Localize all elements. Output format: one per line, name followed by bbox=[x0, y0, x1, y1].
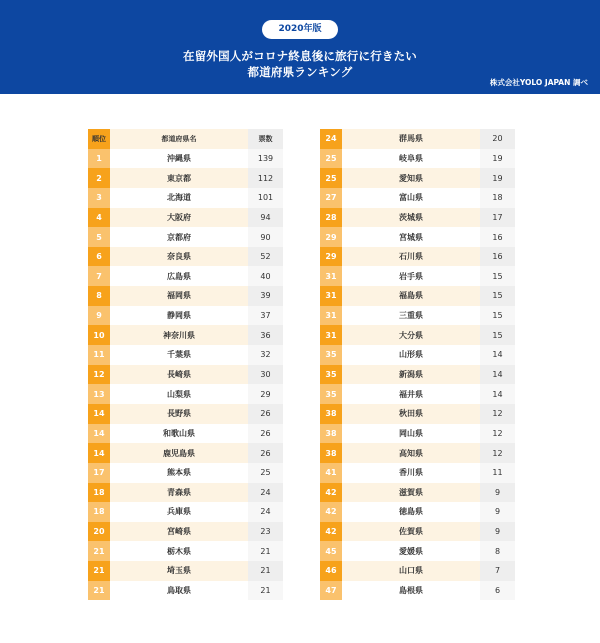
cell-votes: 15 bbox=[480, 286, 515, 306]
cell-rank: 6 bbox=[88, 247, 110, 267]
cell-rank: 12 bbox=[88, 365, 110, 385]
cell-prefecture: 愛知県 bbox=[342, 168, 480, 188]
table-row bbox=[320, 463, 515, 483]
cell-votes: 11 bbox=[480, 463, 515, 483]
cell-votes: 90 bbox=[248, 227, 283, 247]
cell-prefecture: 福岡県 bbox=[110, 286, 248, 306]
cell-prefecture: 沖縄県 bbox=[110, 149, 248, 169]
cell-prefecture: 大分県 bbox=[342, 325, 480, 345]
cell-prefecture: 青森県 bbox=[110, 483, 248, 503]
year-badge: 2020年版 bbox=[262, 20, 338, 39]
cell-votes: 23 bbox=[248, 522, 283, 542]
cell-votes: 16 bbox=[480, 247, 515, 267]
cell-votes: 19 bbox=[480, 149, 515, 169]
cell-votes: 7 bbox=[480, 561, 515, 581]
cell-rank: 31 bbox=[320, 325, 342, 345]
header-banner bbox=[0, 0, 600, 94]
cell-votes: 101 bbox=[248, 188, 283, 208]
cell-rank: 25 bbox=[320, 149, 342, 169]
cell-prefecture: 秋田県 bbox=[342, 404, 480, 424]
cell-rank: 3 bbox=[88, 188, 110, 208]
cell-rank: 41 bbox=[320, 463, 342, 483]
cell-rank: 38 bbox=[320, 404, 342, 424]
table-row bbox=[88, 227, 283, 247]
table-row bbox=[320, 424, 515, 444]
cell-prefecture: 和歌山県 bbox=[110, 424, 248, 444]
cell-prefecture: 長崎県 bbox=[110, 365, 248, 385]
cell-votes: 40 bbox=[248, 266, 283, 286]
cell-prefecture: 福井県 bbox=[342, 384, 480, 404]
title-line-1: 在留外国人がコロナ終息後に旅行に行きたい bbox=[183, 49, 417, 63]
table-row bbox=[88, 188, 283, 208]
cell-prefecture: 山口県 bbox=[342, 561, 480, 581]
table-row bbox=[320, 483, 515, 503]
cell-prefecture: 宮城県 bbox=[342, 227, 480, 247]
cell-prefecture: 奈良県 bbox=[110, 247, 248, 267]
cell-rank: 18 bbox=[88, 483, 110, 503]
cell-prefecture: 群馬県 bbox=[342, 129, 480, 149]
cell-prefecture: 石川県 bbox=[342, 247, 480, 267]
cell-votes: 26 bbox=[248, 443, 283, 463]
cell-rank: 11 bbox=[88, 345, 110, 365]
cell-prefecture: 富山県 bbox=[342, 188, 480, 208]
cell-votes: 8 bbox=[480, 541, 515, 561]
ranking-table-left bbox=[88, 129, 283, 600]
table-row bbox=[88, 306, 283, 326]
table-row bbox=[320, 325, 515, 345]
cell-votes: 112 bbox=[248, 168, 283, 188]
table-row bbox=[88, 561, 283, 581]
cell-votes: 6 bbox=[480, 581, 515, 601]
cell-votes: 20 bbox=[480, 129, 515, 149]
cell-rank: 28 bbox=[320, 208, 342, 228]
cell-prefecture: 高知県 bbox=[342, 443, 480, 463]
cell-votes: 26 bbox=[248, 424, 283, 444]
table-row bbox=[320, 208, 515, 228]
cell-votes: 37 bbox=[248, 306, 283, 326]
cell-votes: 14 bbox=[480, 365, 515, 385]
cell-rank: 20 bbox=[88, 522, 110, 542]
cell-votes: 36 bbox=[248, 325, 283, 345]
cell-votes: 25 bbox=[248, 463, 283, 483]
table-row bbox=[320, 188, 515, 208]
cell-rank: 9 bbox=[88, 306, 110, 326]
table-row bbox=[320, 443, 515, 463]
table-header-row bbox=[88, 129, 283, 149]
cell-rank: 45 bbox=[320, 541, 342, 561]
table-row bbox=[320, 384, 515, 404]
cell-prefecture: 島根県 bbox=[342, 581, 480, 601]
table-row bbox=[320, 404, 515, 424]
table-row bbox=[320, 541, 515, 561]
cell-prefecture: 静岡県 bbox=[110, 306, 248, 326]
cell-rank: 35 bbox=[320, 365, 342, 385]
cell-votes: 21 bbox=[248, 581, 283, 601]
cell-votes: 21 bbox=[248, 541, 283, 561]
cell-votes: 16 bbox=[480, 227, 515, 247]
cell-rank: 1 bbox=[88, 149, 110, 169]
cell-rank: 21 bbox=[88, 561, 110, 581]
cell-votes: 19 bbox=[480, 168, 515, 188]
cell-prefecture: 北海道 bbox=[110, 188, 248, 208]
table-row bbox=[320, 345, 515, 365]
cell-prefecture: 京都府 bbox=[110, 227, 248, 247]
table-row bbox=[88, 168, 283, 188]
table-row bbox=[320, 365, 515, 385]
cell-votes: 18 bbox=[480, 188, 515, 208]
cell-rank: 42 bbox=[320, 522, 342, 542]
cell-votes: 9 bbox=[480, 502, 515, 522]
cell-votes: 12 bbox=[480, 443, 515, 463]
cell-votes: 29 bbox=[248, 384, 283, 404]
table-row bbox=[320, 129, 515, 149]
cell-votes: 32 bbox=[248, 345, 283, 365]
cell-rank: 17 bbox=[88, 463, 110, 483]
cell-votes: 15 bbox=[480, 325, 515, 345]
cell-prefecture: 広島県 bbox=[110, 266, 248, 286]
table-row bbox=[320, 247, 515, 267]
cell-rank: 18 bbox=[88, 502, 110, 522]
cell-prefecture: 三重県 bbox=[342, 306, 480, 326]
cell-rank: 7 bbox=[88, 266, 110, 286]
cell-votes: 26 bbox=[248, 404, 283, 424]
cell-prefecture: 鳥取県 bbox=[110, 581, 248, 601]
cell-prefecture: 山梨県 bbox=[110, 384, 248, 404]
cell-prefecture: 岡山県 bbox=[342, 424, 480, 444]
cell-votes: 139 bbox=[248, 149, 283, 169]
table-row bbox=[320, 168, 515, 188]
cell-rank: 10 bbox=[88, 325, 110, 345]
table-row bbox=[88, 384, 283, 404]
cell-rank: 31 bbox=[320, 306, 342, 326]
table-row bbox=[88, 247, 283, 267]
cell-votes: 14 bbox=[480, 345, 515, 365]
table-row bbox=[88, 266, 283, 286]
cell-prefecture: 茨城県 bbox=[342, 208, 480, 228]
ranking-table-right bbox=[320, 129, 515, 600]
cell-rank: 14 bbox=[88, 443, 110, 463]
cell-rank: 47 bbox=[320, 581, 342, 601]
source-credit: 株式会社YOLO JAPAN 調べ bbox=[489, 78, 588, 87]
table-row bbox=[88, 502, 283, 522]
cell-rank: 5 bbox=[88, 227, 110, 247]
cell-prefecture: 徳島県 bbox=[342, 502, 480, 522]
cell-votes: 15 bbox=[480, 306, 515, 326]
table-row bbox=[88, 149, 283, 169]
cell-prefecture: 香川県 bbox=[342, 463, 480, 483]
cell-votes: 9 bbox=[480, 522, 515, 542]
cell-votes: 39 bbox=[248, 286, 283, 306]
table-row bbox=[320, 227, 515, 247]
table-row bbox=[320, 561, 515, 581]
cell-rank: 8 bbox=[88, 286, 110, 306]
cell-rank: 38 bbox=[320, 424, 342, 444]
table-row bbox=[320, 522, 515, 542]
cell-rank: 13 bbox=[88, 384, 110, 404]
cell-rank: 29 bbox=[320, 227, 342, 247]
cell-rank: 21 bbox=[88, 581, 110, 601]
cell-rank: 38 bbox=[320, 443, 342, 463]
title-line-2: 都道府県ランキング bbox=[247, 65, 353, 79]
table-row bbox=[88, 522, 283, 542]
cell-rank: 27 bbox=[320, 188, 342, 208]
cell-prefecture: 鹿児島県 bbox=[110, 443, 248, 463]
table-row bbox=[88, 208, 283, 228]
cell-votes: 94 bbox=[248, 208, 283, 228]
cell-rank: 46 bbox=[320, 561, 342, 581]
cell-votes: 24 bbox=[248, 502, 283, 522]
cell-votes: 52 bbox=[248, 247, 283, 267]
cell-votes: 15 bbox=[480, 266, 515, 286]
cell-rank: 14 bbox=[88, 424, 110, 444]
cell-prefecture: 熊本県 bbox=[110, 463, 248, 483]
cell-rank: 24 bbox=[320, 129, 342, 149]
table-row bbox=[320, 266, 515, 286]
cell-prefecture: 長野県 bbox=[110, 404, 248, 424]
cell-rank: 35 bbox=[320, 384, 342, 404]
cell-prefecture: 大阪府 bbox=[110, 208, 248, 228]
table-row bbox=[88, 541, 283, 561]
cell-rank: 42 bbox=[320, 502, 342, 522]
table-row bbox=[320, 149, 515, 169]
cell-rank: 2 bbox=[88, 168, 110, 188]
table-row bbox=[88, 365, 283, 385]
table-row bbox=[88, 424, 283, 444]
cell-prefecture: 宮崎県 bbox=[110, 522, 248, 542]
cell-votes: 12 bbox=[480, 424, 515, 444]
table-row bbox=[88, 443, 283, 463]
cell-rank: 25 bbox=[320, 168, 342, 188]
table-row bbox=[88, 463, 283, 483]
cell-rank: 31 bbox=[320, 286, 342, 306]
cell-prefecture: 東京都 bbox=[110, 168, 248, 188]
cell-prefecture: 愛媛県 bbox=[342, 541, 480, 561]
cell-prefecture: 佐賀県 bbox=[342, 522, 480, 542]
cell-prefecture: 埼玉県 bbox=[110, 561, 248, 581]
cell-votes: 21 bbox=[248, 561, 283, 581]
cell-rank: 35 bbox=[320, 345, 342, 365]
table-row bbox=[88, 286, 283, 306]
cell-votes: 24 bbox=[248, 483, 283, 503]
cell-prefecture: 岩手県 bbox=[342, 266, 480, 286]
cell-prefecture: 栃木県 bbox=[110, 541, 248, 561]
table-row bbox=[320, 581, 515, 601]
table-row bbox=[88, 404, 283, 424]
column-header-prefecture: 都道府県名 bbox=[110, 129, 248, 149]
table-row bbox=[320, 502, 515, 522]
column-header-rank: 順位 bbox=[88, 129, 110, 149]
table-row bbox=[88, 345, 283, 365]
cell-prefecture: 神奈川県 bbox=[110, 325, 248, 345]
cell-prefecture: 兵庫県 bbox=[110, 502, 248, 522]
column-header-votes: 票数 bbox=[248, 129, 283, 149]
cell-rank: 42 bbox=[320, 483, 342, 503]
cell-rank: 4 bbox=[88, 208, 110, 228]
table-row bbox=[320, 306, 515, 326]
cell-votes: 30 bbox=[248, 365, 283, 385]
cell-rank: 31 bbox=[320, 266, 342, 286]
cell-prefecture: 岐阜県 bbox=[342, 149, 480, 169]
cell-rank: 14 bbox=[88, 404, 110, 424]
cell-votes: 14 bbox=[480, 384, 515, 404]
cell-prefecture: 千葉県 bbox=[110, 345, 248, 365]
table-row bbox=[88, 581, 283, 601]
table-row bbox=[320, 286, 515, 306]
cell-prefecture: 新潟県 bbox=[342, 365, 480, 385]
cell-votes: 12 bbox=[480, 404, 515, 424]
table-row bbox=[88, 325, 283, 345]
cell-rank: 21 bbox=[88, 541, 110, 561]
cell-prefecture: 滋賀県 bbox=[342, 483, 480, 503]
table-row bbox=[88, 483, 283, 503]
cell-votes: 17 bbox=[480, 208, 515, 228]
cell-rank: 29 bbox=[320, 247, 342, 267]
cell-prefecture: 福島県 bbox=[342, 286, 480, 306]
cell-votes: 9 bbox=[480, 483, 515, 503]
cell-prefecture: 山形県 bbox=[342, 345, 480, 365]
